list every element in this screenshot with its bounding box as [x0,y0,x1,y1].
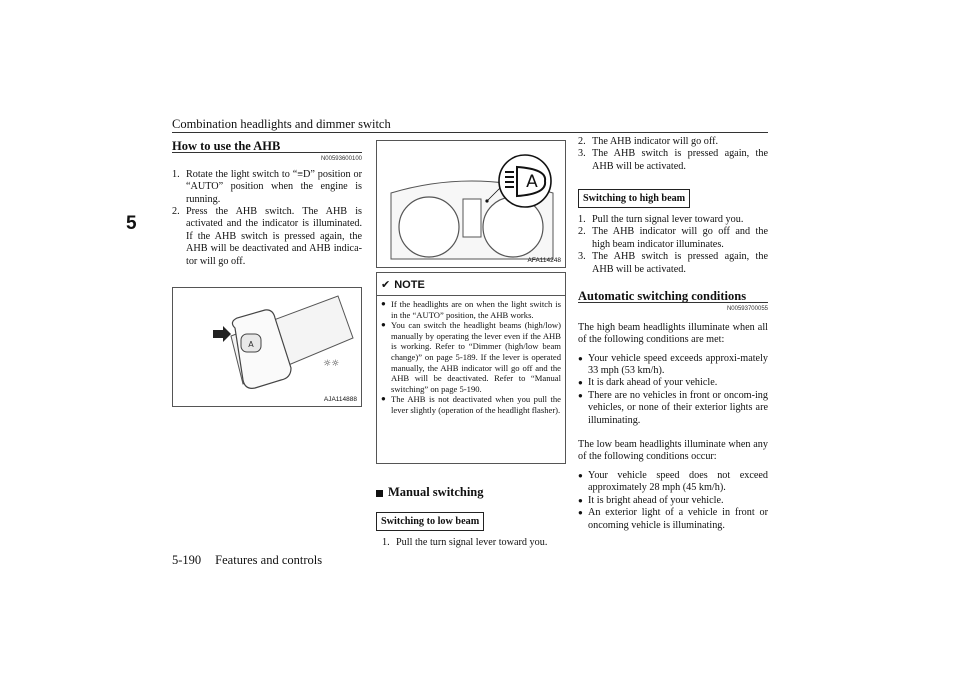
step-3: 3. The AHB switch is pressed again, the AHB will be activated. [578,148,768,172]
note-header [377,273,565,296]
step-1: 1. Rotate the light switch to “≡D” position or “AUTO” position when the engine is running. [172,168,362,205]
condition-item: ● It is bright ahead of your vehicle. [578,495,768,507]
footer-section: Features and controls [215,553,323,567]
page-number: 5-190 [172,553,202,567]
step-2: 2. Press the AHB switch. The AHB is activated and the indicator is illuminated. If the AHB switch is pressed again, the AHB will be deactivated and AHB indica-tor will go off. [172,206,362,267]
auto-switching-section [578,290,768,532]
step-1: 1. Pull the turn signal lever toward you. [578,214,744,225]
step-2: 2. The AHB indicator will go off and the high beam indicator illuminates. [578,226,768,250]
high-beam-intro: The high beam headlights illuminate when all of the following conditions are met: [578,321,768,346]
left-column [172,140,362,268]
condition-item: ● Your vehicle speed does not exceed approximately 28 mph (45 km/h). [578,470,768,495]
condition-item: ● It is dark ahead of your vehicle. [578,377,768,389]
note-label: NOTE [394,279,425,291]
step-3: 3. The AHB switch is pressed again, the AHB will be activated. [578,251,768,275]
low-beam-box: Switching to low beam [376,512,484,531]
step-2: 2. The AHB indicator will go off. [578,136,719,147]
svg-text:A: A [248,340,254,349]
figure-code: AJA114888 [323,396,357,403]
note-list [377,296,565,416]
note-box [376,272,566,464]
lever-illustration [173,288,361,406]
condition-item: ● An exterior light of a vehicle in front or oncoming vehicle is illuminating. [578,507,768,532]
svg-text:A: A [526,172,538,192]
figure-code: AFA114248 [527,257,561,264]
condition-item: ● Your vehicle speed exceeds approxi-mately 33 mph (53 km/h). [578,353,768,378]
section-title-how-to-use: How to use the AHB [172,139,281,153]
section-code: N00593700055 [726,306,768,313]
ahb-switch-figure [172,287,362,407]
svg-text:☼☼: ☼☼ [323,359,340,369]
page-header: Combination headlights and dimmer switch [172,117,391,131]
ahb-steps [172,169,362,268]
low-beam-conditions [578,470,768,532]
manual-switching-heading: Manual switching [376,485,484,500]
condition-item: ● There are no vehicles in front or oncom-ing vehicles, or none of their exterior lights are illuminating. [578,390,768,427]
high-beam-conditions [578,353,768,427]
note-item: ● The AHB is not deactivated when you pull the lever slightly (operation of the headlight flasher). [381,394,561,415]
section-code: N00593600100 [320,156,362,163]
square-bullet-icon [376,490,383,497]
chapter-tab: 5 [126,213,137,234]
high-beam-box: Switching to high beam [578,189,690,208]
header-rule [172,132,768,133]
section-title-auto: Automatic switching conditions [578,289,747,303]
ahb-indicator-figure [376,140,566,268]
step-1: 1. Pull the turn signal lever toward you. [382,537,548,548]
high-beam-steps [578,214,768,276]
page-footer [172,553,322,568]
right-top-steps [578,136,768,173]
low-beam-intro: The low beam headlights illuminate when any of the following conditions occur: [578,439,768,463]
low-beam-steps [376,537,566,549]
note-item: ● You can switch the headlight beams (high/low) manually by operating the lever even if the AHB is working. Refer to “Dimmer (high/low beam change)” on page 5-189. If the lever is operated manually, the AHB indicator will go off and the AHB will be deactivated. Refer to “Manual switching” on page 5-190. [381,320,561,394]
note-check-icon: ✔ [381,279,391,291]
meter-illustration [377,141,565,267]
note-item: ● If the headlights are on when the light switch is in the “AUTO” position, the AHB works. [381,299,561,320]
